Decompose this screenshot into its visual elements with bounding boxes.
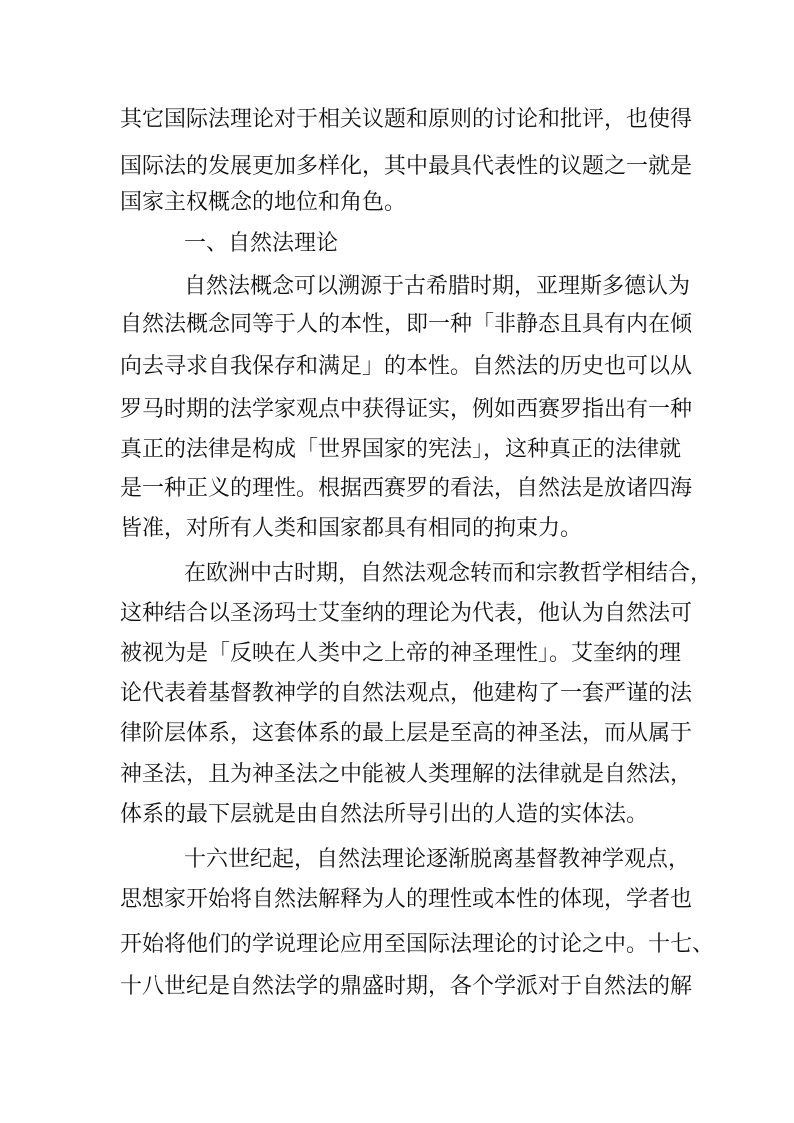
text-line: 十六世纪起，自然法理论逐渐脱离基督教神学观点，	[184, 847, 691, 872]
text-line: 神圣法，且为神圣法之中能被人类理解的法律就是自然法，	[120, 762, 693, 787]
text-line: 开始将他们的学说理论应用至国际法理论的讨论之中。十七、	[120, 932, 715, 957]
section-heading: 一、自然法理论	[184, 231, 339, 256]
text-line: 这种结合以圣汤玛士艾奎纳的理论为代表，他认为自然法可	[120, 601, 693, 626]
text-line: 国家主权概念的地位和角色。	[120, 190, 407, 215]
text-line: 向去寻求自我保存和满足」的本性。自然法的历史也可以从	[120, 354, 693, 379]
text-line: 十八世纪是自然法学的鼎盛时期，各个学派对于自然法的解	[120, 974, 693, 999]
text-line: 论代表着基督教神学的自然法观点，他建构了一套严谨的法	[120, 681, 693, 706]
text-line: 自然法概念可以溯源于古希腊时期，亚理斯多德认为	[184, 274, 691, 299]
text-line: 体系的最下层就是由自然法所导引出的人造的实体法。	[120, 802, 649, 827]
text-line: 罗马时期的法学家观点中获得证实，例如西赛罗指出有一种	[120, 397, 693, 422]
text-line: 国际法的发展更加多样化，其中最具代表性的议题之一就是	[120, 154, 693, 179]
text-line: 在欧洲中古时期，自然法观念转而和宗教哲学相结合，	[184, 561, 713, 586]
text-line: 思想家开始将自然法解释为人的理性或本性的体现，学者也	[120, 887, 693, 912]
text-line: 其它国际法理论对于相关议题和原则的讨论和批评，也使得	[120, 107, 693, 132]
text-line: 律阶层体系，这套体系的最上层是至高的神圣法，而从属于	[120, 721, 693, 746]
text-line: 自然法概念同等于人的本性，即一种「非静态且具有内在倾	[120, 312, 693, 337]
text-line: 真正的法律是构成「世界国家的宪法」，这种真正的法律就	[120, 437, 682, 462]
text-line: 被视为是「反映在人类中之上帝的神圣理性」。艾奎纳的理	[120, 641, 682, 666]
text-line: 是一种正义的理性。根据西赛罗的看法，自然法是放诸四海	[120, 476, 693, 501]
text-line: 皆准，对所有人类和国家都具有相同的拘束力。	[120, 516, 583, 541]
